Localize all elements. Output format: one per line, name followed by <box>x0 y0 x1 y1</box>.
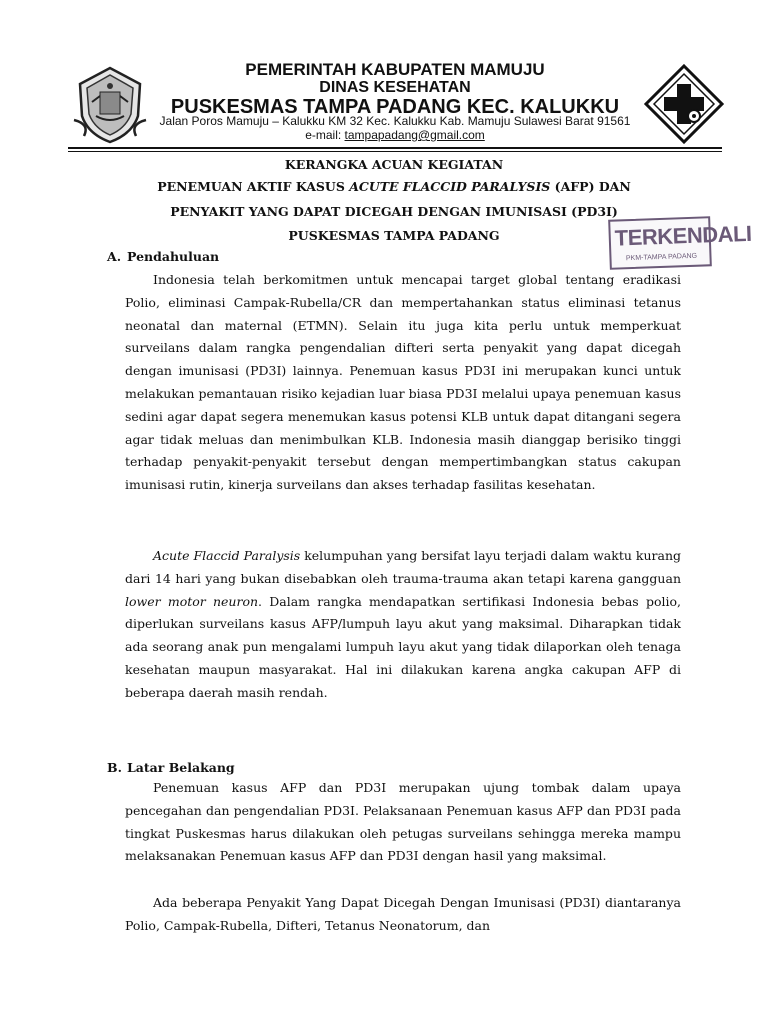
letterhead-address: Jalan Poros Mamuju – Kalukku KM 32 Kec. Kalukku Kab. Mamuju Sulawesi Barat 91561 <box>159 114 631 128</box>
subtitle-italic: ACUTE FLACCID PARALYSIS <box>349 179 551 194</box>
paragraph-latar-belakang-2: Ada beberapa Penyakit Yang Dapat Dicegah Dengan Imunisasi (PD3I) diantaranya Polio, Campak-Rubella, Difteri, Tetanus Neonatorum, dan <box>125 895 681 933</box>
section-label: B. <box>107 760 122 775</box>
doc-subtitle-line1: PENEMUAN AKTIF KASUS ACUTE FLACCID PARALYSIS (AFP) DAN <box>157 179 631 194</box>
stamp-subtext: PKM-TAMPA PADANG <box>625 252 698 263</box>
section-heading-pendahuluan <box>107 249 219 264</box>
letterhead-government: PEMERINTAH KABUPATEN MAMUJU <box>245 60 545 79</box>
section-title: Latar Belakang <box>127 760 235 775</box>
regency-crest-icon <box>70 64 150 144</box>
doc-subtitle-location: PUSKESMAS TAMPA PADANG <box>288 228 500 243</box>
letterhead-email-line <box>150 127 640 143</box>
paragraph-pendahuluan-1: Indonesia telah berkomitmen untuk mencapai target global tentang eradikasi Polio, eliminasi Campak-Rubella/CR dan mempertahankan status eliminasi tetanus neonatal dan maternal (ETMN). Selain itu juga kita perlu untuk memperkuat surveilans dalam rangka pengendalian difteri serta penyakit yang dapat dicegah dengan imunisasi (PD3I) lainnya. Penemuan kasus PD3I ini merupakan kunci untuk melakukan pemantauan risiko kejadian luar biasa PD3I melalui upaya penemuan kasus sedini agar dapat segera menemukan kasus potensi KLB untuk dapat ditangani segera agar tidak meluas dan menimbulkan KLB. Indonesia masih dianggap berisiko tinggi terhadap penyakit-penyakit tersebut dengan mempertimbangkan status cakupan imunisasi rutin, kinerja surveilans dan akses terhadap fasilitas kesehatan. <box>125 272 681 493</box>
stamp-text: TERKENDALI <box>614 220 752 251</box>
letterhead-rule-thick <box>68 147 722 149</box>
doc-title: KERANGKA ACUAN KEGIATAN <box>284 157 504 172</box>
paragraph-pendahuluan-2: Acute Flaccid Paralysis kelumpuhan yang bersifat layu terjadi dalam waktu kurang dari 14 hari yang bukan disebabkan oleh trauma-trauma akan tetapi karena gangguan lower motor neuron. Dalam rangka mendapatkan sertifikasi Indonesia bebas polio, diperlukan surveilans kasus AFP/lumpuh layu akut yang maksimal. Diharapkan tidak ada seorang anak pun mengalami lumpuh layu akut yang tidak dilaporkan oleh tenaga kesehatan maupun masyarakat. Hal ini dilakukan karena angka cakupan AFP di beberapa daerah masih rendah. <box>125 548 682 700</box>
section-heading-latar-belakang <box>107 760 235 775</box>
email-link[interactable]: tampapadang@gmail.com <box>344 128 485 142</box>
doc-subtitle-line2: PENYAKIT YANG DAPAT DICEGAH DENGAN IMUNISASI (PD3I) <box>170 204 618 219</box>
term-lmn-italic: lower motor neuron <box>125 593 259 609</box>
letterhead-department: DINAS KESEHATAN <box>319 79 471 96</box>
section-title: Pendahuluan <box>127 249 220 264</box>
terkendali-stamp <box>608 216 752 270</box>
paragraph-latar-belakang-1: Penemuan kasus AFP dan PD3I merupakan ujung tombak dalam upaya pencegahan dan pengendalian PD3I. Pelaksanaan Penemuan kasus AFP dan PD3I pada tingkat Puskesmas harus dilakukan oleh petugas surveilans sehingga mereka mampu melaksanakan Penemuan kasus AFP dan PD3I dengan hasil yang maksimal. <box>125 780 681 864</box>
term-afp-italic: Acute Flaccid Paralysis <box>153 548 301 563</box>
puskesmas-logo-icon <box>644 64 724 144</box>
letterhead-rule-thin <box>68 151 722 152</box>
letterhead-institution: PUSKESMAS TAMPA PADANG KEC. KALUKKU <box>170 96 620 118</box>
email-prefix: e-mail: <box>305 128 345 142</box>
section-label: A. <box>107 249 122 264</box>
